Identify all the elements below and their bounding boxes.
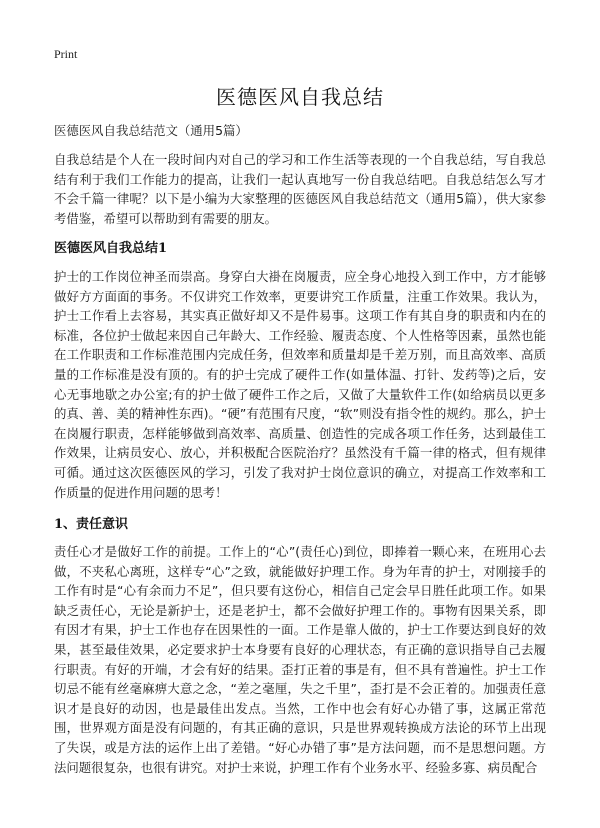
- section-1-paragraph: 护士的工作岗位神圣而崇高。身穿白大褂在岗履责，应全身心地投入到工作中，方才能够做好方方面面的事务。不仅讲究工作效率，更要讲究工作质量，注重工作效果。我认为，护士工作看上去容易，其实真正做好却又不是件易事。这项工作有其自身的职责和内在的标准，各位护士做起来因自己年龄大、工作经验、履责态度、个人性格等因素，虽然也能在工作职责和工作标准范围内完成任务，但效率和质量却是千差万别，而且高效率、高质量的工作标准是没有顶的。有的护士完成了硬件工作(如量体温、打针、发药等)之后，安心无事地歇之办公室;有的护士做了硬件工作之后，又做了大量软件工作(如给病员以更多的真、善、美的精神性东西)。“硬”有范围有尺度，“软”则没有指令性的规约。那么，护士在岗履行职责，怎样能够做到高效率、高质量、创造性的完成各项工作任务，达到最佳工作效果，让病员安心、放心，并积极配合医院治疗？虽然没有千篇一律的格式，但有规律可循。通过这次医德医风的学习，引发了我对护士岗位意识的确立，对提高工作效率和工作质量的促进作用问题的思考！: [54, 269, 546, 500]
- document-subtitle: 医德医风自我总结范文（通用5篇）: [54, 123, 248, 138]
- section-1-heading: 医德医风自我总结1: [54, 241, 168, 256]
- print-label: Print: [54, 47, 78, 61]
- document-title: 医德医风自我总结: [216, 85, 384, 109]
- section-2-heading: 1、责任意识: [54, 517, 129, 532]
- section-2-paragraph: 责任心才是做好工作的前提。工作上的“心”(责任心)到位，即捧着一颗心来，在班用心去做，不夹私心离班，这样专“心”之致，就能做好护理工作。身为年青的护士，对刚接手的工作有时是“心有余而力不足”，但只要有这份心，相信自己定会早日胜任此项工作。如果缺乏责任心，无论是新护士，还是老护士，都不会做好护理工作的。事物有因果关系，即有因才有果，护士工作也存在因果性的一面。工作是靠人做的，护士工作要达到良好的效果，甚至最佳效果，必定要求护士本身要有良好的心理状态，有正确的意识指导自己去履行职责。有好的开端，才会有好的结果。歪打正着的事是有，但不具有普遍性。护士工作切忌不能有丝毫麻痹大意之念，“差之毫厘，失之千里”，歪打是不会正着的。加强责任意识才是良好的动因，也是最佳出发点。当然，工作中也会有好心办错了事，这属正常范围，世界观方面是没有问题的，有其正确的意识，只是世界观转换成方法论的环节上出现了失误，或是方法的运作上出了差错。“好心办错了事”是方法问题，而不是思想问题。方法问题很复杂，也很有讲究。对护士来说，护理工作有个业务水平、经验多寡、病员配合: [54, 544, 546, 775]
- intro-paragraph: 自我总结是个人在一段时间内对自己的学习和工作生活等表现的一个自我总结，写自我总结有利于我们工作能力的提高，让我们一起认真地写一份自我总结吧。自我总结怎么写才不会千篇一律呢？以下是小编为大家整理的医德医风自我总结范文（通用5篇），供大家参考借鉴，希望可以帮助到有需要的朋友。: [54, 152, 546, 226]
